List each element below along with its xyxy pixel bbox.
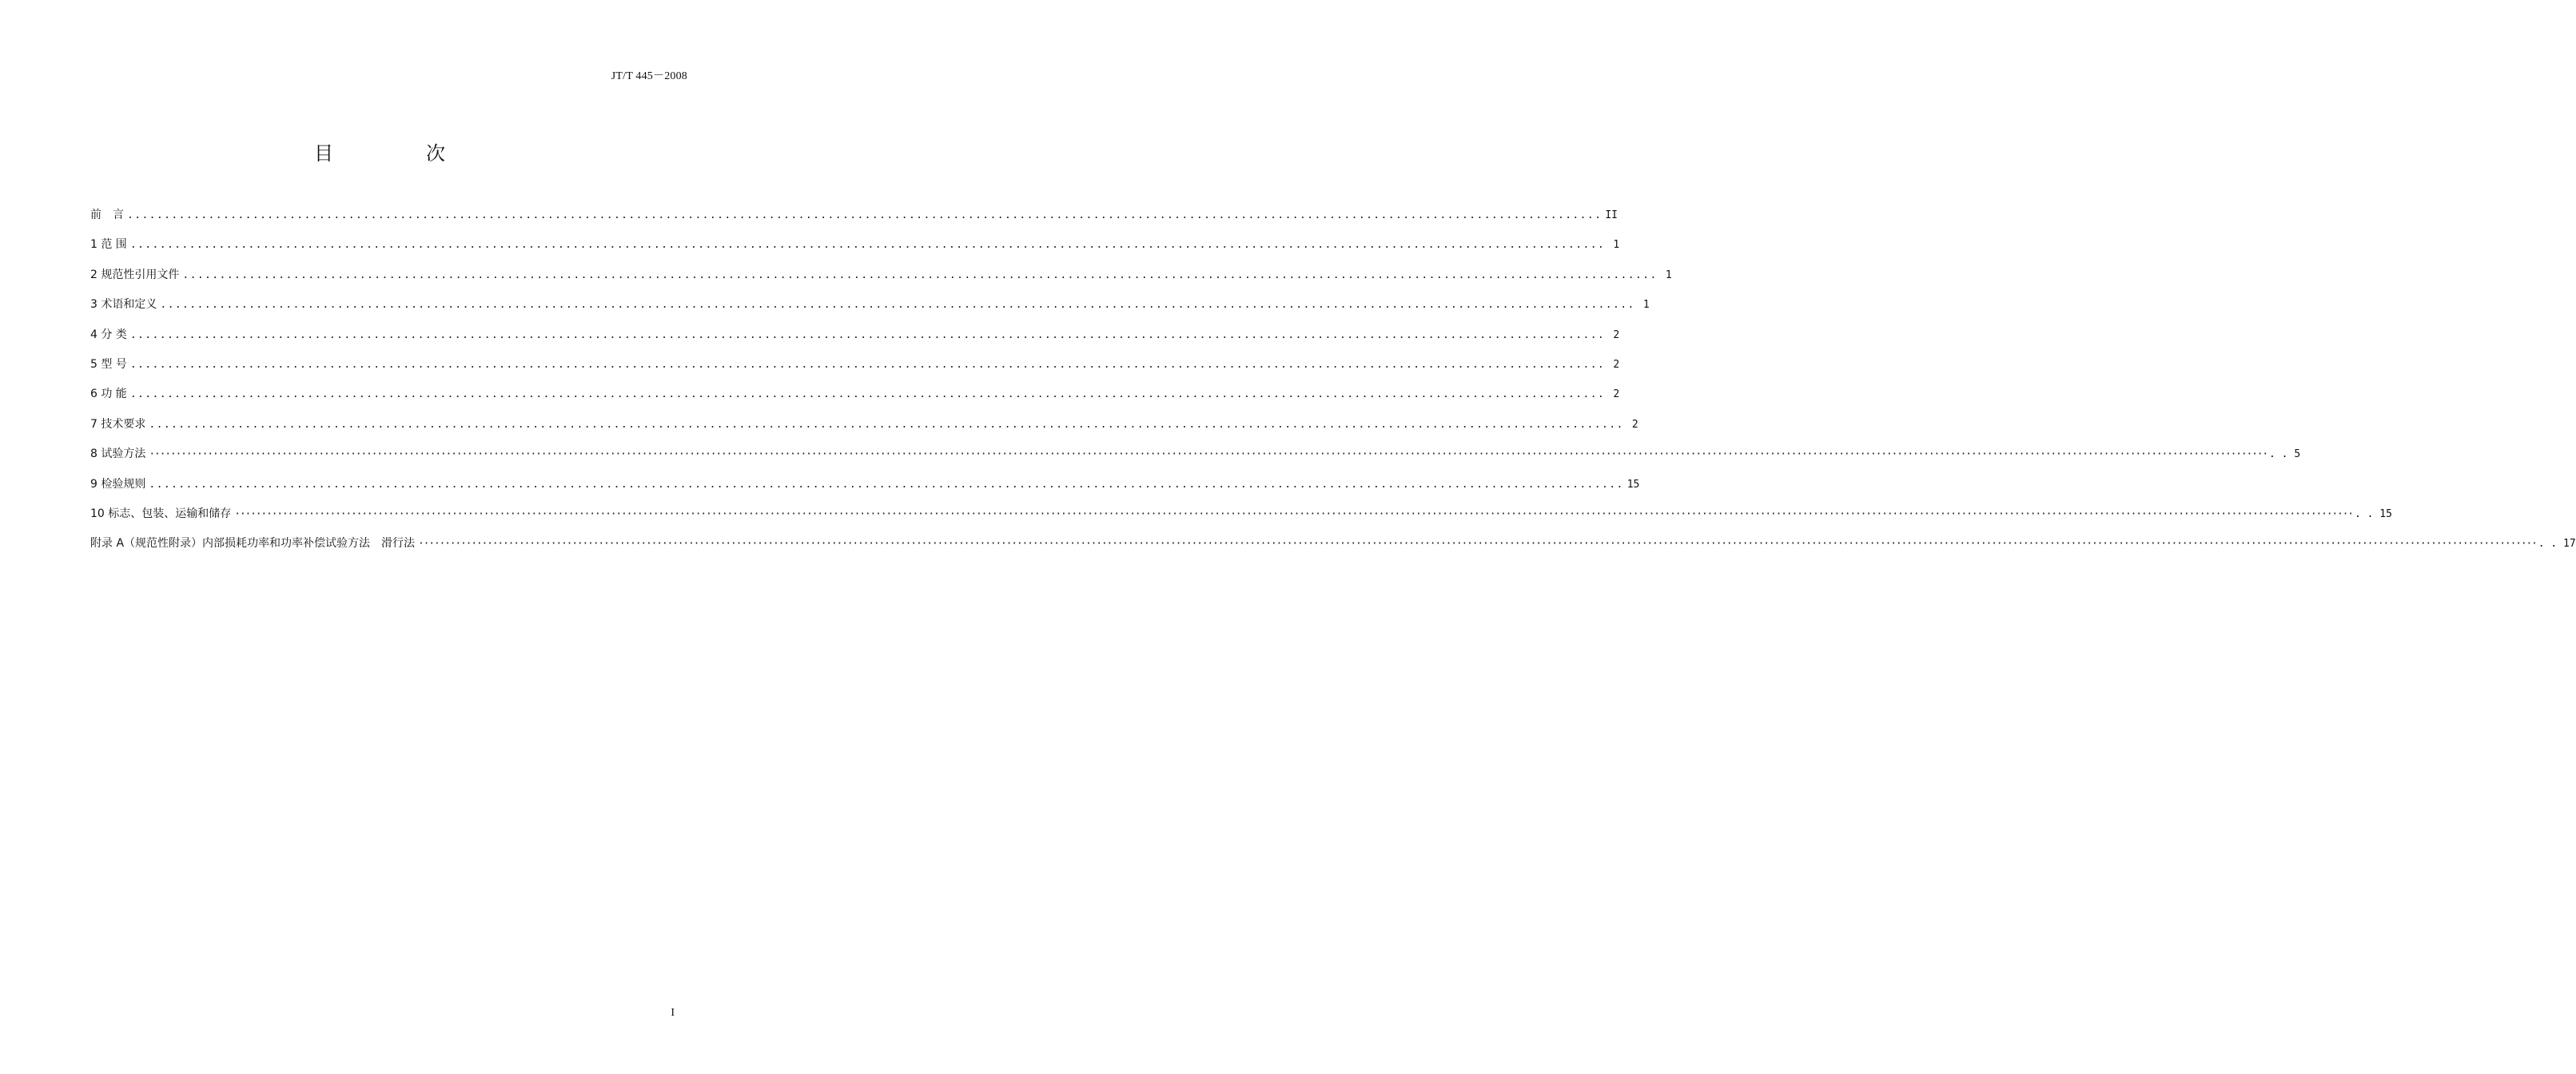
page-number: I [671,1007,675,1019]
toc-entry-annex-a[interactable] [90,535,2576,564]
toc-entry-page: 1 [1665,268,1672,281]
toc-dot-leader: ........................................................................................................................................................................................................ [127,209,1603,221]
toc-entry-page: 1 [1642,299,1650,312]
toc-dot-leader: ················································································································································································································································································································································································································ [149,448,2268,461]
toc-dot-leader: ........................................................................................................................................................................................................ [129,358,1606,371]
page-title: 目 次 [314,142,482,165]
toc-entry-label: 2 规范性引用文件 [90,268,180,281]
toc-entry-page: 15 [1626,478,1640,491]
toc-entry-label: 4 分 类 [90,328,127,341]
toc-entry-label: 1 范 围 [90,238,127,252]
toc-dot-leader: ················································································································································································································································································································································································································ [418,538,2537,551]
toc-dot-leader: ················································································································································································································································································································································································································ [234,507,2353,520]
toc-entry-page: 2 [1631,418,1638,431]
toc-entry-page: . . 17 [2538,538,2576,551]
toc-entry-normative-references[interactable] [90,266,1672,296]
toc-entry-label: 附录 A（规范性附录）内部损耗功率和功率补偿试验方法 滑行法 [90,537,416,551]
toc-entry-foreword[interactable] [90,206,1618,236]
toc-entry-marking-packaging[interactable] [90,505,2392,535]
toc-entry-page: . . 5 [2269,448,2301,461]
toc-entry-page: 2 [1613,358,1620,371]
toc-entry-label: 10 标志、包装、运输和储存 [90,507,232,520]
toc-entry-label: 前 言 [90,209,124,221]
toc-entry-test-methods[interactable] [90,445,2301,475]
standard-code: JT/T 445－2008 [611,70,687,82]
toc-entry-label: 5 型 号 [90,357,127,371]
toc-entry-terms[interactable] [90,296,1650,325]
toc-entry-label: 6 功 能 [90,388,127,401]
toc-entry-page: 1 [1613,239,1620,252]
toc-entry-label: 3 术语和定义 [90,298,157,312]
toc-entry-scope[interactable] [90,236,1620,265]
toc-entry-function[interactable] [90,385,1620,415]
toc-entry-page: II [1605,209,1618,221]
toc-entry-label: 8 试验方法 [90,448,146,461]
toc-entry-classification[interactable] [90,326,1620,356]
toc-dot-leader: ........................................................................................................................................................................................................ [149,418,1624,431]
toc-entry-label: 7 技术要求 [90,417,146,431]
toc-dot-leader: ........................................................................................................................................................................................................ [129,328,1606,341]
toc-entry-label: 9 检验规则 [90,477,146,491]
toc-entry-technical-requirements[interactable] [90,416,1638,445]
table-of-contents [90,206,2576,565]
toc-entry-page: . . 15 [2354,507,2392,520]
toc-entry-page: 2 [1613,388,1620,401]
toc-dot-leader: ........................................................................................................................................................................................................ [182,268,1658,281]
toc-dot-leader: ........................................................................................................................................................................................................ [129,388,1606,401]
toc-dot-leader: ........................................................................................................................................................................................................ [160,299,1635,312]
toc-entry-model[interactable] [90,356,1620,385]
toc-dot-leader: ........................................................................................................................................................................................................ [149,478,1624,491]
toc-entry-inspection-rules[interactable] [90,475,1640,505]
toc-dot-leader: ........................................................................................................................................................................................................ [129,239,1606,252]
toc-entry-page: 2 [1613,328,1620,341]
